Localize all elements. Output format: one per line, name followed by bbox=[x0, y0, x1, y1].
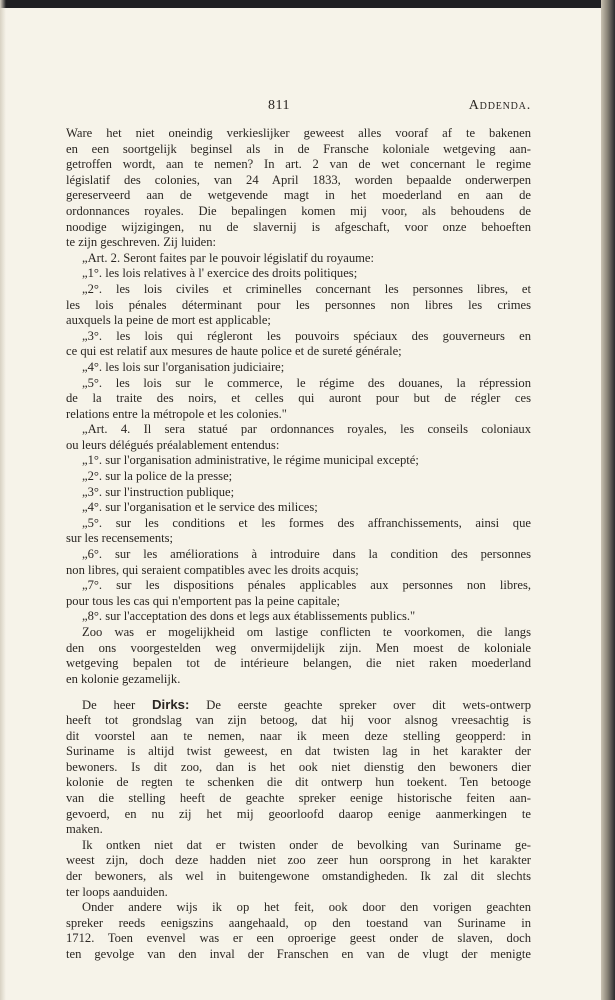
text-line: getroffen wordt, aan te nemen? In art. 2 van de wet concernant le regime bbox=[66, 157, 531, 172]
text-line: Onder andere wijs ik op het feit, ook door den vorigen geachten bbox=[82, 900, 531, 915]
text-line bbox=[66, 697, 531, 713]
text-line: Ik ontken niet dat er twisten onder de bevolking van Suriname ge- bbox=[82, 837, 531, 852]
text-line: relations entre la métropole et les colonies." bbox=[66, 406, 287, 421]
text-line: Suriname is altijd twist geweest, en dat twisten lag in het karakter der bbox=[66, 744, 531, 759]
text-line: weest zijn, doch deze hadden niet zoo zeer hun oorsprong in het karakter bbox=[66, 853, 531, 868]
text-line: auxquels la peine de mort est applicable; bbox=[66, 313, 271, 328]
running-head: Addenda. bbox=[468, 98, 531, 113]
text-line: pour tous les cas qui n'emportent pas la peine capitale; bbox=[66, 593, 341, 608]
text-line: législatif des colonies, van 24 April 1833, worden bepaalde onderwerpen bbox=[66, 172, 531, 187]
text-line: „4°. sur l'organisation et le service des milices; bbox=[82, 500, 318, 515]
text-line: 1712. Toen evenvel was er een oproerige geest onder de slaven, doch bbox=[66, 931, 531, 946]
text-line: de la traite des noirs, et celles qui auront pour but de régler ces bbox=[66, 391, 531, 406]
text-block bbox=[66, 697, 531, 962]
text-line: den ons voorgestelden weg onvermijdelijk zijn. Men moest de koloniale bbox=[66, 640, 531, 655]
text-line: en kolonie gezamelijk. bbox=[66, 671, 181, 686]
text-line: non libres, qui seraient compatibles avec les droits acquis; bbox=[66, 562, 359, 577]
text-line: der bewoners, als wel in buitengewone omstandigheden. Ik zal dit slechts bbox=[66, 868, 531, 883]
text-line: „5°. sur les conditions et les formes des affranchissements, ainsi que bbox=[82, 515, 531, 530]
text-line: gevoerd, en nu zij het mij geoorloofd daarop eenige aanmerkingen te bbox=[66, 806, 531, 821]
text-line: spreker reeds eenigszins aangehaald, op den toestand van Suriname in bbox=[66, 915, 531, 930]
text-line: „1°. les lois relatives à l' exercice des droits politiques; bbox=[82, 266, 358, 281]
text-line: „8°. sur l'acceptation des dons et legs aux établissements publics." bbox=[82, 609, 416, 624]
text-line: „3°. sur l'instruction publique; bbox=[82, 484, 235, 499]
text-line: „5°. les lois sur le commerce, le régime des douanes, la répression bbox=[82, 375, 531, 390]
text-line: ten gevolge van den inval der Franschen en van de vlugt der menigte bbox=[66, 946, 531, 961]
text-line: Zoo was er mogelijkheid om lastige conflicten te voorkomen, die langs bbox=[82, 625, 531, 639]
speaker-text: De eerste geachte spreker over dit wets-ontwerp bbox=[189, 698, 531, 713]
text-line: maken. bbox=[66, 822, 103, 837]
text-line: „Art. 4. Il sera statué par ordonnances royales, les conseils coloniaux bbox=[82, 422, 531, 437]
text-line: „1°. sur l'organisation administrative, le régime municipal excepté; bbox=[82, 453, 419, 468]
text-line: „6°. sur les améliorations à introduire dans la condition des personnes bbox=[82, 547, 531, 562]
text-line: en een soortgelijk beginsel als in de Fransche koloniale wetgeving aan- bbox=[66, 141, 531, 156]
text-line: „4°. les lois sur l'organisation judiciaire; bbox=[82, 359, 285, 374]
text-line: ou leurs délégués préalablement entendus: bbox=[66, 437, 280, 452]
scan-border-top bbox=[0, 0, 615, 8]
text-line: „2°. les lois civiles et criminelles concernant les personnes libres, et bbox=[82, 281, 531, 296]
speaker-name: Dirks: bbox=[152, 697, 190, 713]
page-edge-right bbox=[601, 0, 615, 1000]
text-line: bewoners. Is dit zoo, dan is het ook niet dienstig den bewoners dier bbox=[66, 759, 531, 774]
text-line: gereserveerd aan de wetgevende magt in het moederland en aan de bbox=[66, 188, 531, 203]
text-line: ordonnances royales. Die bepalingen komen mij voor, als behoudens de bbox=[66, 203, 531, 218]
text-line: van die stelling heeft de geachte spreker eenige historische feiten aan- bbox=[66, 790, 531, 805]
text-line: ter loops aanduiden. bbox=[66, 884, 168, 899]
page-number: 811 bbox=[268, 98, 290, 113]
text-line: sur les recensements; bbox=[66, 531, 174, 546]
text-line: dit voorstel aan te nemen, naar ik meen deze stelling geopperd: in bbox=[66, 728, 531, 743]
text-line: „3°. les lois qui régleront les pouvoirs spéciaux des gouverneurs en bbox=[82, 328, 531, 343]
text-line: „7°. sur les dispositions pénales applicables aux personnes non libres, bbox=[82, 578, 531, 593]
text-line: heeft tot grondslag van zijn betoog, dat hij voor alsnog vreesachtig is bbox=[66, 712, 531, 727]
text-line: wetgeving bepalen tot de intérieure belangen, die niet raken moederland bbox=[66, 656, 531, 671]
speaker-prefix: De heer bbox=[82, 698, 153, 713]
spine-shadow bbox=[0, 0, 6, 1000]
text-line: ce qui est relatif aux mesures de haute police et de sureté générale; bbox=[66, 344, 402, 359]
paragraph-gap bbox=[66, 687, 531, 697]
text-line: Ware het niet oneindig verkieslijker geweest alles vooraf af te bakenen bbox=[66, 126, 531, 140]
text-line: les lois pénales déterminant pour les personnes non libres les crimes bbox=[66, 297, 531, 312]
text-block bbox=[66, 126, 531, 687]
text-line: „2°. sur la police de la presse; bbox=[82, 469, 233, 484]
text-line: kolonie de regten te schenken die dit ontwerp hun toekent. Ten betooge bbox=[66, 775, 531, 790]
body-text bbox=[66, 126, 531, 962]
text-line: „Art. 2. Seront faites par le pouvoir législatif du royaume: bbox=[82, 250, 375, 265]
text-line: te zijn geschreven. Zij luiden: bbox=[66, 235, 217, 250]
page-header bbox=[66, 98, 531, 122]
text-line: noodige wijzigingen, nu de slavernij is afgeschaft, voor onze behoeften bbox=[66, 219, 531, 234]
